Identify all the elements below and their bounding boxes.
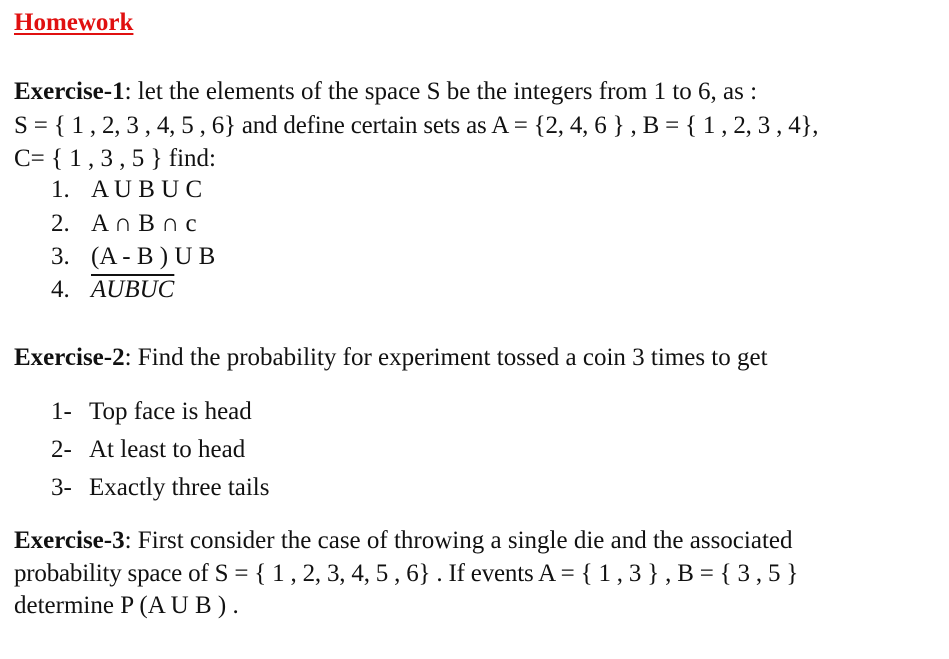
exercise-1-line-2: S = { 1 , 2, 3 , 4, 5 , 6} and define certain sets as A = {2, 4, 6 } , B = { 1 , 2, 3 , 4}, (14, 112, 819, 139)
exercise-3-line-2: probability space of S = { 1 , 2, 3, 4, 5 , 6} . If events A = { 1 , 3 } , B = { 3 , 5 } (14, 560, 799, 587)
exercise-2-item-1 (51, 397, 252, 427)
exercise-1-item-2 (51, 209, 197, 239)
item-text: A U B U C (91, 176, 203, 203)
exercise-1-item-4 (51, 275, 174, 305)
item-text: Top face is head (89, 398, 252, 425)
exercise-2-intro: : Find the probability for experiment tossed a coin 3 times to get (124, 344, 768, 371)
exercise-3-label: Exercise-3 (14, 527, 125, 554)
exercise-3-line-1 (14, 526, 792, 556)
exercise-2-label: Exercise-2 (14, 344, 125, 371)
item-text: (A - B ) U B (91, 243, 216, 270)
exercise-1-item-1 (51, 175, 202, 205)
exercise-2-line-1 (14, 343, 768, 373)
exercise-1-line-1 (14, 77, 757, 107)
exercise-1-intro: : let the elements of the space S be the integers from 1 to 6, as : (124, 78, 758, 105)
item-number: 2- (51, 436, 72, 463)
item-text: At least to head (89, 436, 246, 463)
item-number: 3- (51, 474, 72, 501)
item-text-complement: AUBUC (91, 276, 175, 303)
item-number: 1. (51, 176, 70, 203)
item-number: 4. (51, 276, 70, 303)
exercise-3-line-3: determine P (A U B ) . (14, 592, 239, 619)
item-number: 2. (51, 210, 70, 237)
homework-heading: Homework (14, 9, 134, 36)
item-number: 3. (51, 243, 70, 270)
exercise-2-item-2 (51, 435, 245, 465)
exercise-1-label: Exercise-1 (14, 78, 125, 105)
exercise-3-intro: : First consider the case of throwing a single die and the associated (124, 527, 793, 554)
item-text: Exactly three tails (89, 474, 270, 501)
item-number: 1- (51, 398, 72, 425)
exercise-1-item-3 (51, 242, 215, 272)
exercise-2-item-3 (51, 473, 269, 503)
exercise-1-line-3: C= { 1 , 3 , 5 } find: (14, 145, 216, 172)
item-text: A ∩ B ∩ c (91, 210, 197, 237)
